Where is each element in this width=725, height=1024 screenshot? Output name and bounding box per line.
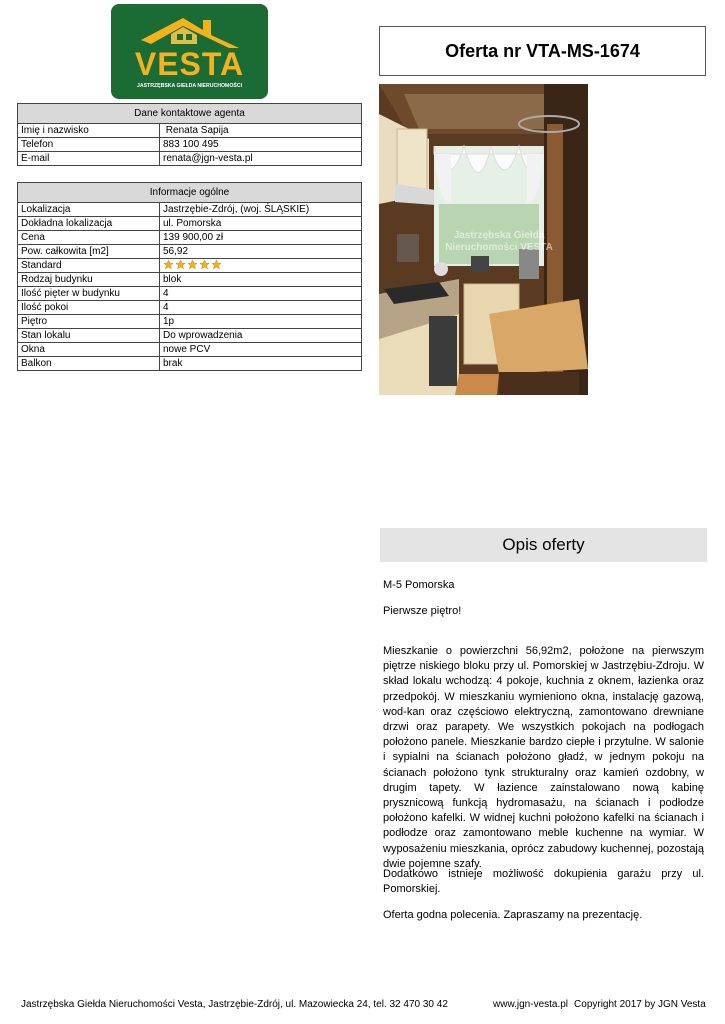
agent-contact-table [17, 103, 362, 166]
star-icon [175, 259, 186, 270]
row-label: E-mail [18, 152, 160, 166]
row-value: 4 [160, 301, 362, 315]
description-title: Opis oferty [502, 535, 585, 554]
table-row [18, 357, 362, 371]
general-table-header: Informacje ogólne [18, 183, 362, 203]
star-icon [163, 259, 174, 270]
star-icon [199, 259, 210, 270]
footer-right [493, 999, 706, 1010]
description-paragraph: M-5 Pomorska [383, 579, 455, 591]
table-row [18, 217, 362, 231]
offer-title: Oferta nr VTA-MS-1674 [445, 40, 640, 61]
star-icon [211, 259, 222, 270]
table-row [18, 245, 362, 259]
row-value: 4 [160, 287, 362, 301]
star-icon [187, 259, 198, 270]
row-label: Ilość pięter w budynku [18, 287, 160, 301]
table-row [18, 259, 362, 273]
logo-wordmark: VESTA [134, 46, 245, 82]
row-value: Jastrzębie-Zdrój, (woj. ŚLĄSKIE) [160, 203, 362, 217]
row-label: Rodzaj budynku [18, 273, 160, 287]
row-label: Stan lokalu [18, 329, 160, 343]
description-paragraph: Pierwsze piętro! [383, 605, 462, 617]
row-value: 56,92 [160, 245, 362, 259]
row-label: Dokładna lokalizacja [18, 217, 160, 231]
offer-title-box [379, 26, 706, 76]
star-rating [163, 259, 222, 270]
row-label: Standard [18, 259, 160, 273]
row-value: ul. Pomorska [160, 217, 362, 231]
agent-table-header: Dane kontaktowe agenta [18, 104, 362, 124]
table-row [18, 152, 362, 166]
table-row [18, 301, 362, 315]
row-label: Telefon [18, 138, 160, 152]
row-label: Okna [18, 343, 160, 357]
agent-email[interactable]: renata@jgn-vesta.pl [160, 152, 362, 166]
property-photo [379, 84, 588, 395]
row-label: Balkon [18, 357, 160, 371]
footer-address: Jastrzębska Giełda Nieruchomości Vesta, Jastrzębie-Zdrój, ul. Mazowiecka 24, tel. 32 470 30 42 [21, 999, 448, 1010]
table-row [18, 273, 362, 287]
row-label: Imię i nazwisko [18, 124, 160, 138]
description-paragraph: Oferta godna polecenia. Zapraszamy na prezentację. [383, 909, 643, 921]
company-logo [111, 4, 268, 99]
row-label: Piętro [18, 315, 160, 329]
table-row [18, 124, 362, 138]
description-paragraph: Dodatkowo istnieje możliwość dokupienia garażu przy ul. Pomorskiej. [383, 868, 704, 896]
logo-subtitle: JASTRZĘBSKA GIEŁDA NIERUCHOMOŚCI [136, 83, 243, 89]
row-label: Cena [18, 231, 160, 245]
row-label: Pow. całkowita [m2] [18, 245, 160, 259]
row-value: 139 900,00 zł [160, 231, 362, 245]
general-info-table [17, 182, 362, 371]
table-row [18, 231, 362, 245]
row-value: blok [160, 273, 362, 287]
description-header [380, 528, 707, 562]
footer-copyright: Copyright 2017 by JGN Vesta [574, 999, 706, 1010]
row-value: brak [160, 357, 362, 371]
agent-name: Renata Sapija [160, 124, 362, 138]
table-row [18, 203, 362, 217]
footer-website-link[interactable]: www.jgn-vesta.pl [493, 999, 569, 1010]
row-value: 1p [160, 315, 362, 329]
table-row [18, 343, 362, 357]
standard-rating [160, 259, 362, 273]
row-label: Lokalizacja [18, 203, 160, 217]
agent-phone: 883 100 495 [160, 138, 362, 152]
description-paragraph: Mieszkanie o powierzchni 56,92m2, położone na pierwszym piętrze niskiego bloku przy ul. Pomorskiej w Jastrzębiu-Zdroju. W skład lokalu wchodzą: 4 pokoje, kuchnia z oknem, łazienka oraz przedpokój. W mieszkaniu wymieniono okna, instalację gazową, wod-kan oraz częściowo elektryczną, zamontowano drewniane drzwi oraz parapety. We wszystkich pokojach na podłogach położono panele. Mieszkanie bardzo ciepłe i przytulne. W salonie i sypialni na ścianach położono gładź, w jednym pokoju na ścianach położono tynk strukturalny oraz kamień ozdobny, w drugim tapety. W łazience zainstalowano nową kabinę prysznicową funkcją hydromasażu, na ścianach i podłodze położono kafelki. W widnej kuchni położono kafelki na ścianach i podłodze oraz zamontowano meble kuchenne na wymiar. W wyposażeniu mieszkania, oprócz zabudowy kuchennej, pozostają dwie pojemne szafy. [383, 645, 704, 870]
row-value: Do wprowadzenia [160, 329, 362, 343]
row-value: nowe PCV [160, 343, 362, 357]
table-row [18, 329, 362, 343]
row-label: Ilość pokoi [18, 301, 160, 315]
table-row [18, 287, 362, 301]
table-row [18, 315, 362, 329]
photo-watermark: Jastrzębska Giełda Nieruchomości VESTA [445, 230, 553, 253]
table-row [18, 138, 362, 152]
